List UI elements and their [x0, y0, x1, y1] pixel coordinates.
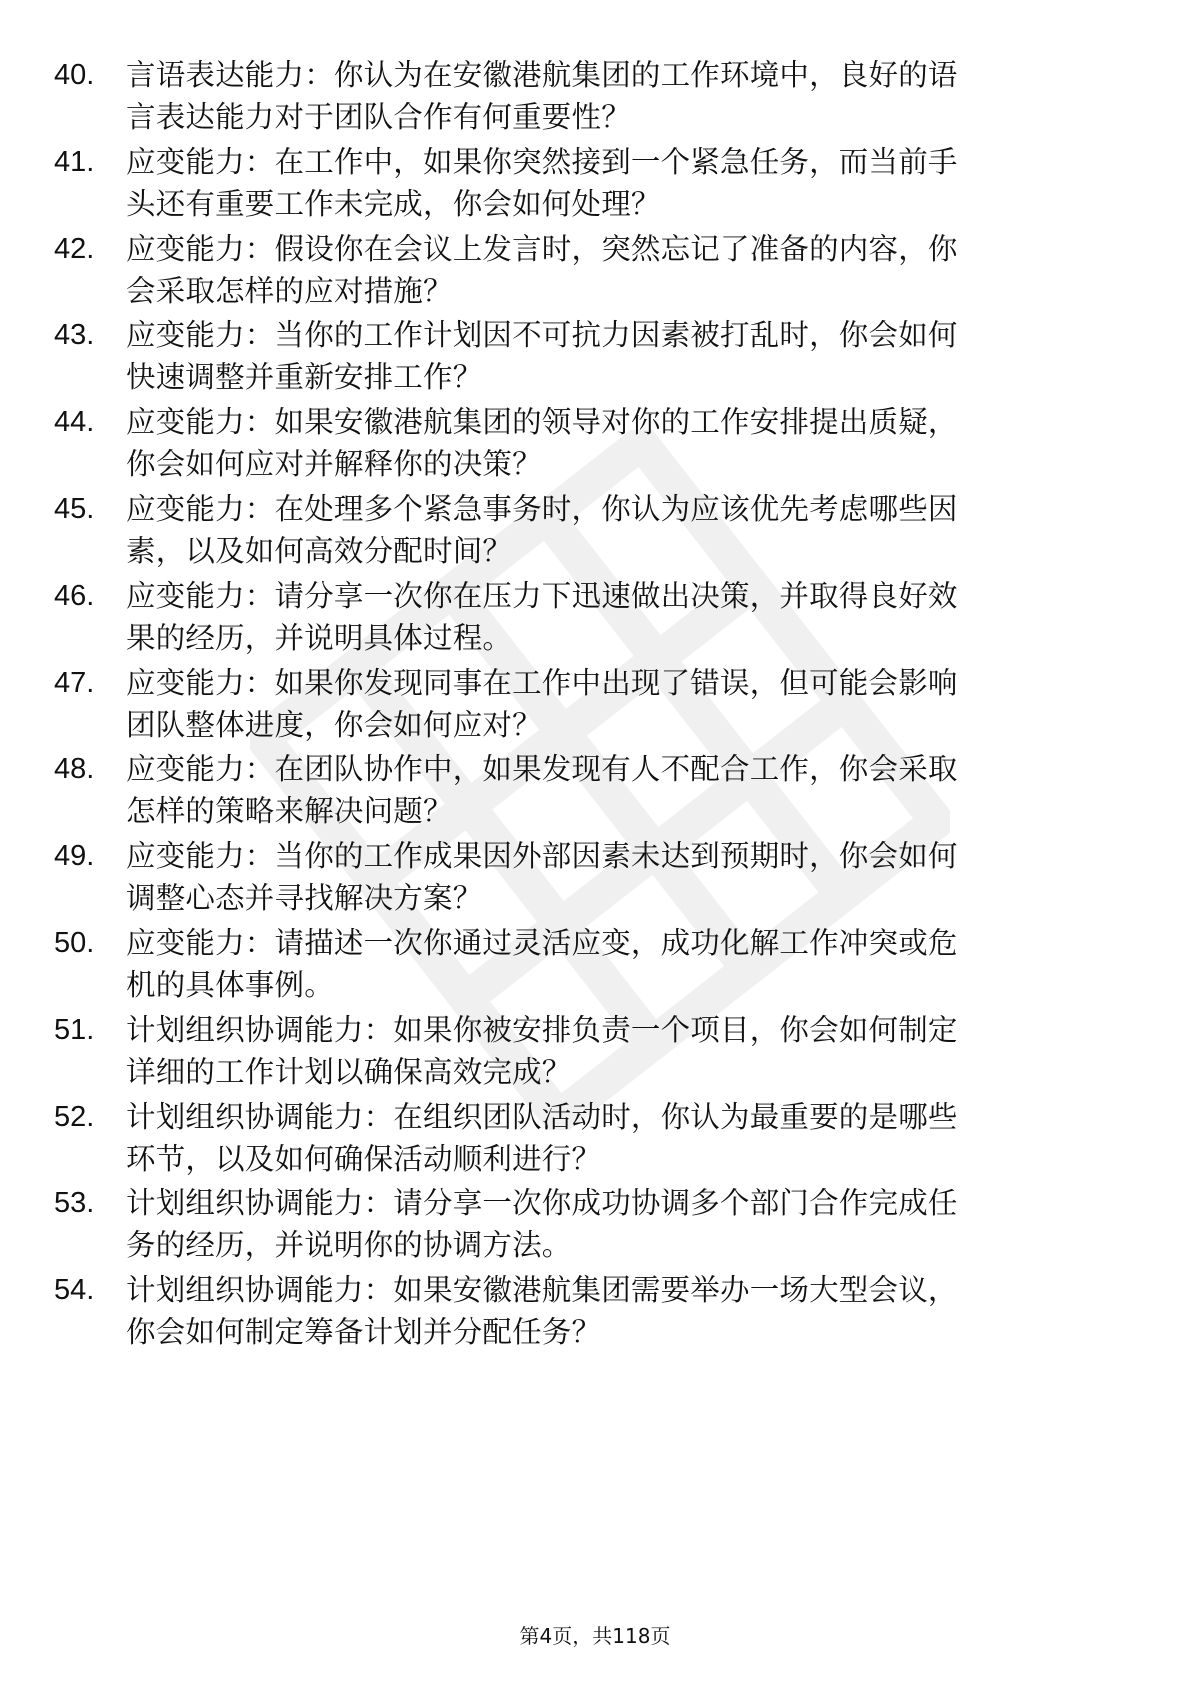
question-text — [126, 488, 1126, 572]
question-text — [126, 835, 1126, 919]
question-text-line: 果的经历，并说明具体过程。 — [126, 620, 513, 655]
question-text-line: 详细的工作计划以确保高效完成？ — [126, 1054, 572, 1089]
question-text-line: 言语表达能力：你认为在安徽港航集团的工作环境中，良好的语 — [126, 58, 958, 92]
question-text — [126, 748, 1126, 832]
question-text-line: 机的具体事例。 — [126, 967, 334, 1002]
question-number: 46. — [54, 579, 95, 612]
question-text-line: 环节，以及如何确保活动顺利进行？ — [126, 1141, 602, 1176]
question-list — [0, 54, 1190, 1356]
question-item-41 — [0, 141, 1190, 228]
question-text-line: 团队整体进度，你会如何应对？ — [126, 707, 542, 742]
question-text-line: 调整心态并寻找解决方案？ — [126, 881, 483, 916]
question-number: 53. — [54, 1187, 95, 1220]
question-item-48 — [0, 748, 1190, 835]
question-text-line: 计划组织协调能力：如果安徽港航集团需要举办一场大型会议， — [126, 1273, 958, 1308]
question-item-43 — [0, 314, 1190, 401]
question-text — [126, 662, 1126, 746]
question-item-45 — [0, 488, 1190, 575]
question-item-44 — [0, 401, 1190, 488]
question-text — [126, 1009, 1126, 1093]
question-number: 49. — [54, 840, 95, 873]
question-number: 43. — [54, 319, 95, 352]
question-text — [126, 1182, 1126, 1266]
page-number-label: 第4页，共118页 — [519, 1624, 671, 1648]
question-item-54 — [0, 1269, 1190, 1356]
question-text — [126, 228, 1126, 312]
question-text-line: 应变能力：在工作中，如果你突然接到一个紧急任务，而当前手 — [126, 144, 958, 179]
question-text — [126, 401, 1126, 485]
question-number: 42. — [54, 232, 95, 265]
question-text-line: 计划组织协调能力：在组织团队活动时，你认为最重要的是哪些 — [126, 1099, 958, 1134]
question-text-line: 应变能力：在处理多个紧急事务时，你认为应该优先考虑哪些因 — [126, 491, 958, 526]
question-text-line: 快速调整并重新安排工作？ — [126, 360, 483, 395]
question-text — [126, 314, 1126, 398]
question-text — [126, 922, 1126, 1006]
question-text-line: 应变能力：当你的工作计划因不可抗力因素被打乱时，你会如何 — [126, 318, 958, 353]
question-text-line: 应变能力：当你的工作成果因外部因素未达到预期时，你会如何 — [126, 839, 958, 874]
question-text-line: 言表达能力对于团队合作有何重要性？ — [126, 100, 631, 134]
question-text-line: 你会如何应对并解释你的决策？ — [126, 447, 542, 482]
question-item-42 — [0, 228, 1190, 315]
question-item-40 — [0, 54, 1190, 141]
question-item-51 — [0, 1009, 1190, 1096]
question-text-line: 务的经历，并说明你的协调方法。 — [126, 1228, 572, 1263]
question-text — [126, 1269, 1126, 1353]
question-text — [126, 1096, 1126, 1180]
question-item-46 — [0, 575, 1190, 662]
question-number: 50. — [54, 926, 95, 959]
question-text-line: 应变能力：如果安徽港航集团的领导对你的工作安排提出质疑， — [126, 405, 958, 440]
question-number: 45. — [54, 492, 95, 525]
question-number: 47. — [54, 666, 95, 699]
question-text-line: 素，以及如何高效分配时间？ — [126, 533, 513, 568]
page-footer — [0, 1623, 1190, 1649]
question-item-49 — [0, 835, 1190, 922]
question-item-47 — [0, 662, 1190, 749]
question-item-50 — [0, 922, 1190, 1009]
question-text-line: 应变能力：假设你在会议上发言时，突然忘记了准备的内容，你 — [126, 231, 958, 266]
question-number: 51. — [54, 1013, 95, 1046]
question-number: 48. — [54, 753, 95, 786]
question-number: 52. — [54, 1100, 95, 1133]
question-item-52 — [0, 1096, 1190, 1183]
question-text — [126, 54, 1126, 138]
question-text-line: 怎样的策略来解决问题？ — [126, 794, 453, 829]
question-item-53 — [0, 1182, 1190, 1269]
question-text — [126, 575, 1126, 659]
question-text — [126, 141, 1126, 225]
question-text-line: 头还有重要工作未完成，你会如何处理？ — [126, 186, 661, 221]
question-number: 40. — [54, 59, 95, 91]
question-text-line: 应变能力：请描述一次你通过灵活应变，成功化解工作冲突或危 — [126, 925, 958, 960]
question-text-line: 会采取怎样的应对措施？ — [126, 273, 453, 308]
question-number: 41. — [54, 145, 95, 178]
question-text-line: 应变能力：在团队协作中，如果发现有人不配合工作，你会采取 — [126, 752, 958, 787]
question-text-line: 计划组织协调能力：如果你被安排负责一个项目，你会如何制定 — [126, 1012, 958, 1047]
question-number: 54. — [54, 1274, 95, 1307]
question-text-line: 你会如何制定筹备计划并分配任务？ — [126, 1315, 602, 1350]
question-text-line: 应变能力：请分享一次你在压力下迅速做出决策，并取得良好效 — [126, 578, 958, 613]
question-text-line: 计划组织协调能力：请分享一次你成功协调多个部门合作完成任 — [126, 1186, 958, 1221]
question-text-line: 应变能力：如果你发现同事在工作中出现了错误，但可能会影响 — [126, 665, 958, 700]
question-number: 44. — [54, 406, 95, 439]
